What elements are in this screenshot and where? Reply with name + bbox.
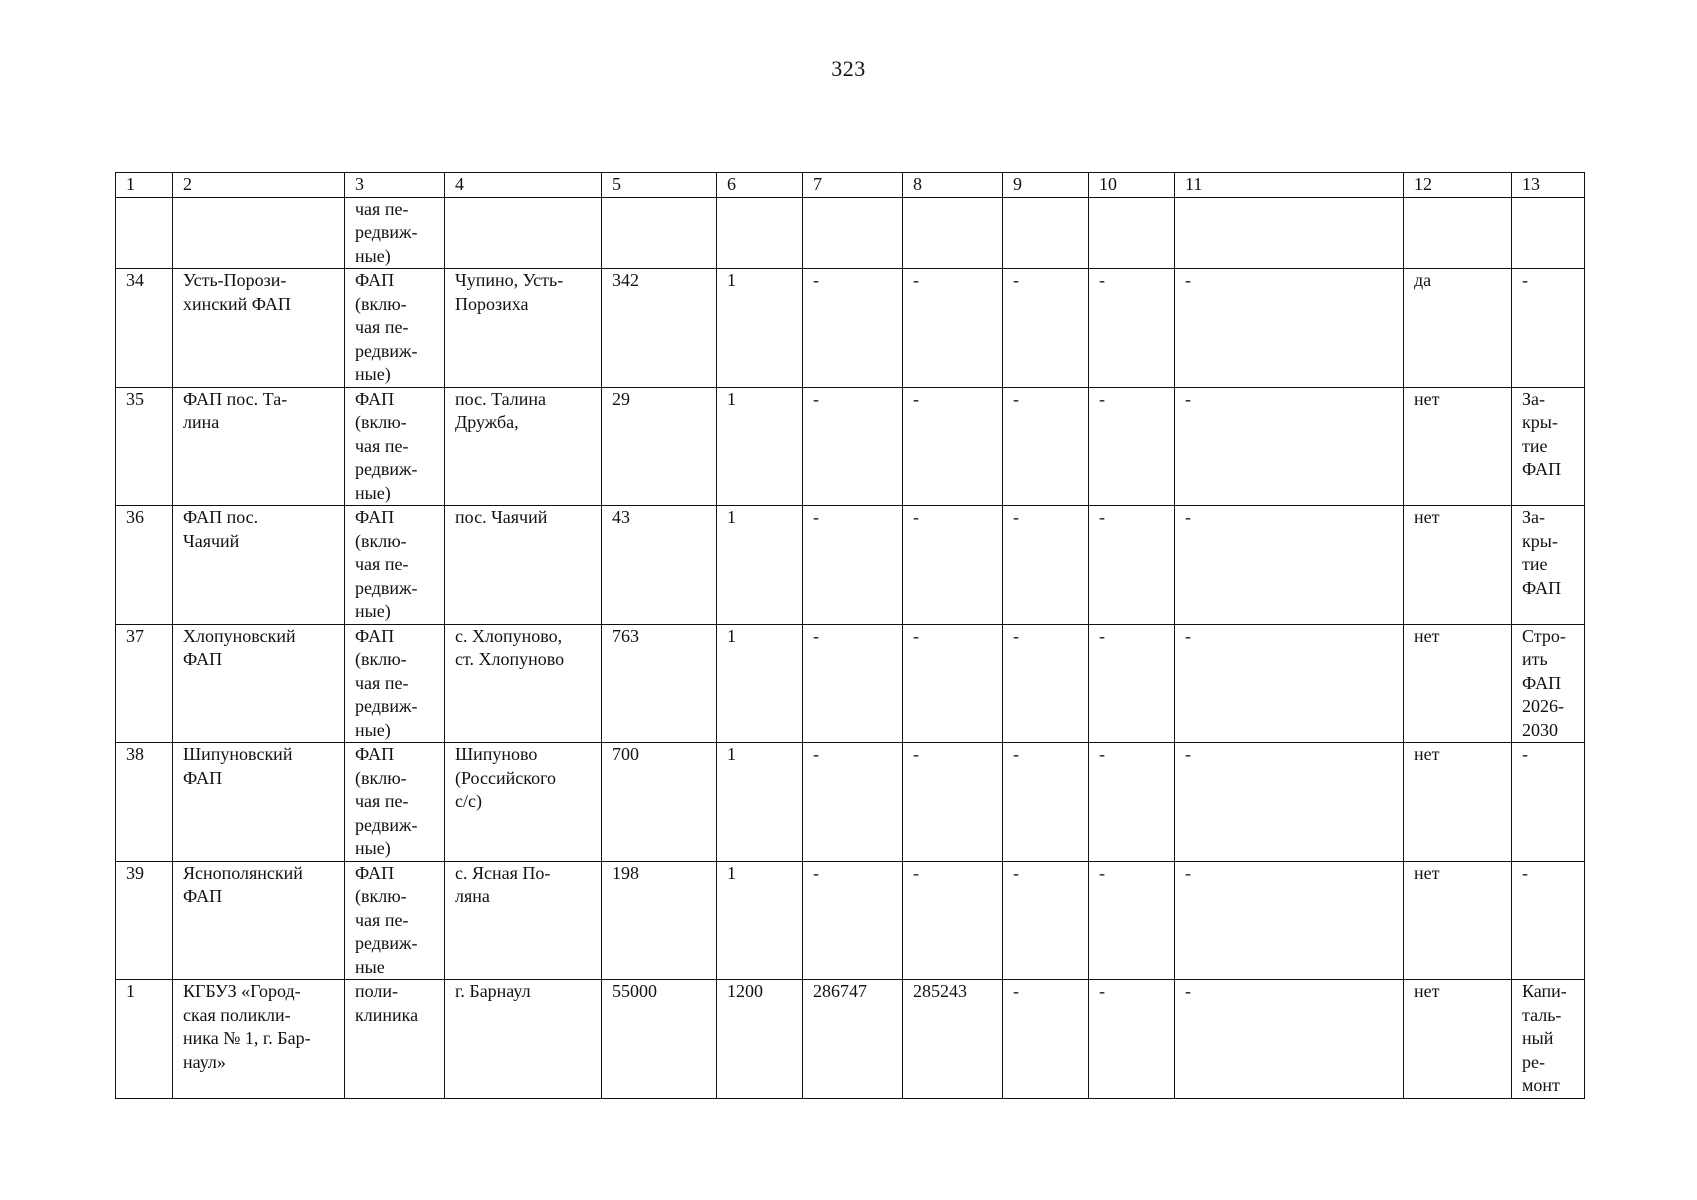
table-cell: -	[1089, 624, 1175, 743]
table-cell: -	[903, 743, 1003, 862]
table-cell: -	[1175, 980, 1404, 1099]
table-cell: -	[1175, 387, 1404, 506]
table-cell: нет	[1404, 624, 1512, 743]
data-table	[115, 172, 1585, 1099]
table-cell: За- кры- тие ФАП	[1512, 387, 1585, 506]
table-cell: -	[803, 269, 903, 388]
row-number-cell: 37	[116, 624, 173, 743]
header-cell: 13	[1512, 173, 1585, 198]
row-number-cell: 1	[116, 980, 173, 1099]
locality-cell: г. Барнаул	[445, 980, 602, 1099]
table-cell: 29	[602, 387, 717, 506]
table-cell: -	[803, 861, 903, 980]
table-cell: 1	[717, 743, 803, 862]
facility-type-cell: ФАП (вклю- чая пе- редвиж- ные)	[345, 743, 445, 862]
facility-type-cell: ФАП (вклю- чая пе- редвиж- ные)	[345, 506, 445, 625]
table-cell	[1512, 197, 1585, 269]
table-row	[116, 743, 1585, 862]
table-cell: -	[1003, 387, 1089, 506]
table-cell	[1003, 197, 1089, 269]
table-cell: -	[1175, 743, 1404, 862]
locality-cell: Чупино, Усть- Порозиха	[445, 269, 602, 388]
table-cell: 285243	[903, 980, 1003, 1099]
facility-type-cell: ФАП (вклю- чая пе- редвиж- ные)	[345, 269, 445, 388]
table-row	[116, 861, 1585, 980]
header-cell: 8	[903, 173, 1003, 198]
page-number: 323	[831, 56, 866, 81]
table-cell	[445, 197, 602, 269]
facility-type-cell: ФАП (вклю- чая пе- редвиж- ные	[345, 861, 445, 980]
locality-cell: с. Хлопуново, ст. Хлопуново	[445, 624, 602, 743]
header-cell: 10	[1089, 173, 1175, 198]
table-row-continuation	[116, 197, 1585, 269]
table-cell: 342	[602, 269, 717, 388]
table-cell: нет	[1404, 861, 1512, 980]
table-cell: -	[1175, 861, 1404, 980]
table-cell: -	[803, 624, 903, 743]
table-cell	[1089, 197, 1175, 269]
facility-type-cell: поли- клиника	[345, 980, 445, 1099]
table-cell: -	[1003, 269, 1089, 388]
table-cell: -	[1175, 624, 1404, 743]
table-cell: -	[1512, 861, 1585, 980]
table-cell: нет	[1404, 980, 1512, 1099]
locality-cell: Шипуново (Российского с/с)	[445, 743, 602, 862]
facility-name-cell: Хлопуновский ФАП	[173, 624, 345, 743]
table-cell: -	[803, 506, 903, 625]
header-cell: 5	[602, 173, 717, 198]
table-cell: 1	[717, 506, 803, 625]
table-cell: -	[1003, 980, 1089, 1099]
table-cell: -	[803, 743, 903, 862]
table-cell: -	[1003, 743, 1089, 862]
table-cell: -	[1512, 743, 1585, 862]
table-cell	[173, 197, 345, 269]
table-cell: -	[903, 269, 1003, 388]
table-cell: 43	[602, 506, 717, 625]
row-number-cell: 36	[116, 506, 173, 625]
table-cell: 1	[717, 624, 803, 743]
table-cell: нет	[1404, 743, 1512, 862]
table-cell: -	[1003, 506, 1089, 625]
facility-name-cell: Усть-Порози- хинский ФАП	[173, 269, 345, 388]
table-cell: -	[1512, 269, 1585, 388]
header-cell: 9	[1003, 173, 1089, 198]
table-row	[116, 269, 1585, 388]
table-cell: Стро- ить ФАП 2026- 2030	[1512, 624, 1585, 743]
facility-name-cell: ФАП пос. Чаячий	[173, 506, 345, 625]
facility-type-cell: ФАП (вклю- чая пе- редвиж- ные)	[345, 624, 445, 743]
table-row	[116, 980, 1585, 1099]
table-cell: 763	[602, 624, 717, 743]
facility-name-cell: ФАП пос. Та- лина	[173, 387, 345, 506]
header-cell: 11	[1175, 173, 1404, 198]
table-cell: 1	[717, 387, 803, 506]
table-cell: 286747	[803, 980, 903, 1099]
header-cell: 4	[445, 173, 602, 198]
table-cell: За- кры- тие ФАП	[1512, 506, 1585, 625]
table-cell: -	[1089, 980, 1175, 1099]
table-cell: -	[1089, 269, 1175, 388]
table-cell: -	[1089, 506, 1175, 625]
table-cell: 700	[602, 743, 717, 862]
table-row	[116, 387, 1585, 506]
table-cell: 1200	[717, 980, 803, 1099]
facility-type-cell: ФАП (вклю- чая пе- редвиж- ные)	[345, 387, 445, 506]
table-cell: да	[1404, 269, 1512, 388]
table-cell: -	[1003, 624, 1089, 743]
table-cell: -	[1175, 506, 1404, 625]
locality-cell: пос. Чаячий	[445, 506, 602, 625]
table-cell: 1	[717, 861, 803, 980]
table-cell: -	[1089, 743, 1175, 862]
row-number-cell: 34	[116, 269, 173, 388]
table-row	[116, 624, 1585, 743]
table-cell	[1404, 197, 1512, 269]
table-cell: -	[903, 861, 1003, 980]
table-cell: -	[1175, 269, 1404, 388]
table-cell: чая пе- редвиж- ные)	[345, 197, 445, 269]
table-cell: -	[903, 506, 1003, 625]
table-cell: -	[1003, 861, 1089, 980]
table-cell	[1175, 197, 1404, 269]
table-cell: -	[903, 387, 1003, 506]
table-cell: -	[903, 624, 1003, 743]
row-number-cell: 38	[116, 743, 173, 862]
facility-name-cell: Яснополянский ФАП	[173, 861, 345, 980]
header-cell: 7	[803, 173, 903, 198]
table-cell: -	[803, 387, 903, 506]
table-cell: Капи- таль- ный ре- монт	[1512, 980, 1585, 1099]
facility-name-cell: Шипуновский ФАП	[173, 743, 345, 862]
row-number-cell: 35	[116, 387, 173, 506]
header-cell: 6	[717, 173, 803, 198]
locality-cell: с. Ясная По- ляна	[445, 861, 602, 980]
table-cell	[602, 197, 717, 269]
row-number-cell: 39	[116, 861, 173, 980]
table-row	[116, 506, 1585, 625]
table-cell: 1	[717, 269, 803, 388]
header-cell: 1	[116, 173, 173, 198]
header-cell: 2	[173, 173, 345, 198]
table-cell: нет	[1404, 506, 1512, 625]
table-cell: 55000	[602, 980, 717, 1099]
table-cell: нет	[1404, 387, 1512, 506]
table-cell: 198	[602, 861, 717, 980]
header-cell: 12	[1404, 173, 1512, 198]
table-cell	[717, 197, 803, 269]
table-cell	[803, 197, 903, 269]
facility-name-cell: КГБУЗ «Город- ская поликли- ника № 1, г. Бар- наул»	[173, 980, 345, 1099]
table-cell: -	[1089, 387, 1175, 506]
table-cell	[116, 197, 173, 269]
table-cell: -	[1089, 861, 1175, 980]
header-cell: 3	[345, 173, 445, 198]
table-cell	[903, 197, 1003, 269]
locality-cell: пос. Талина Дружба,	[445, 387, 602, 506]
table-header-row	[116, 173, 1585, 198]
